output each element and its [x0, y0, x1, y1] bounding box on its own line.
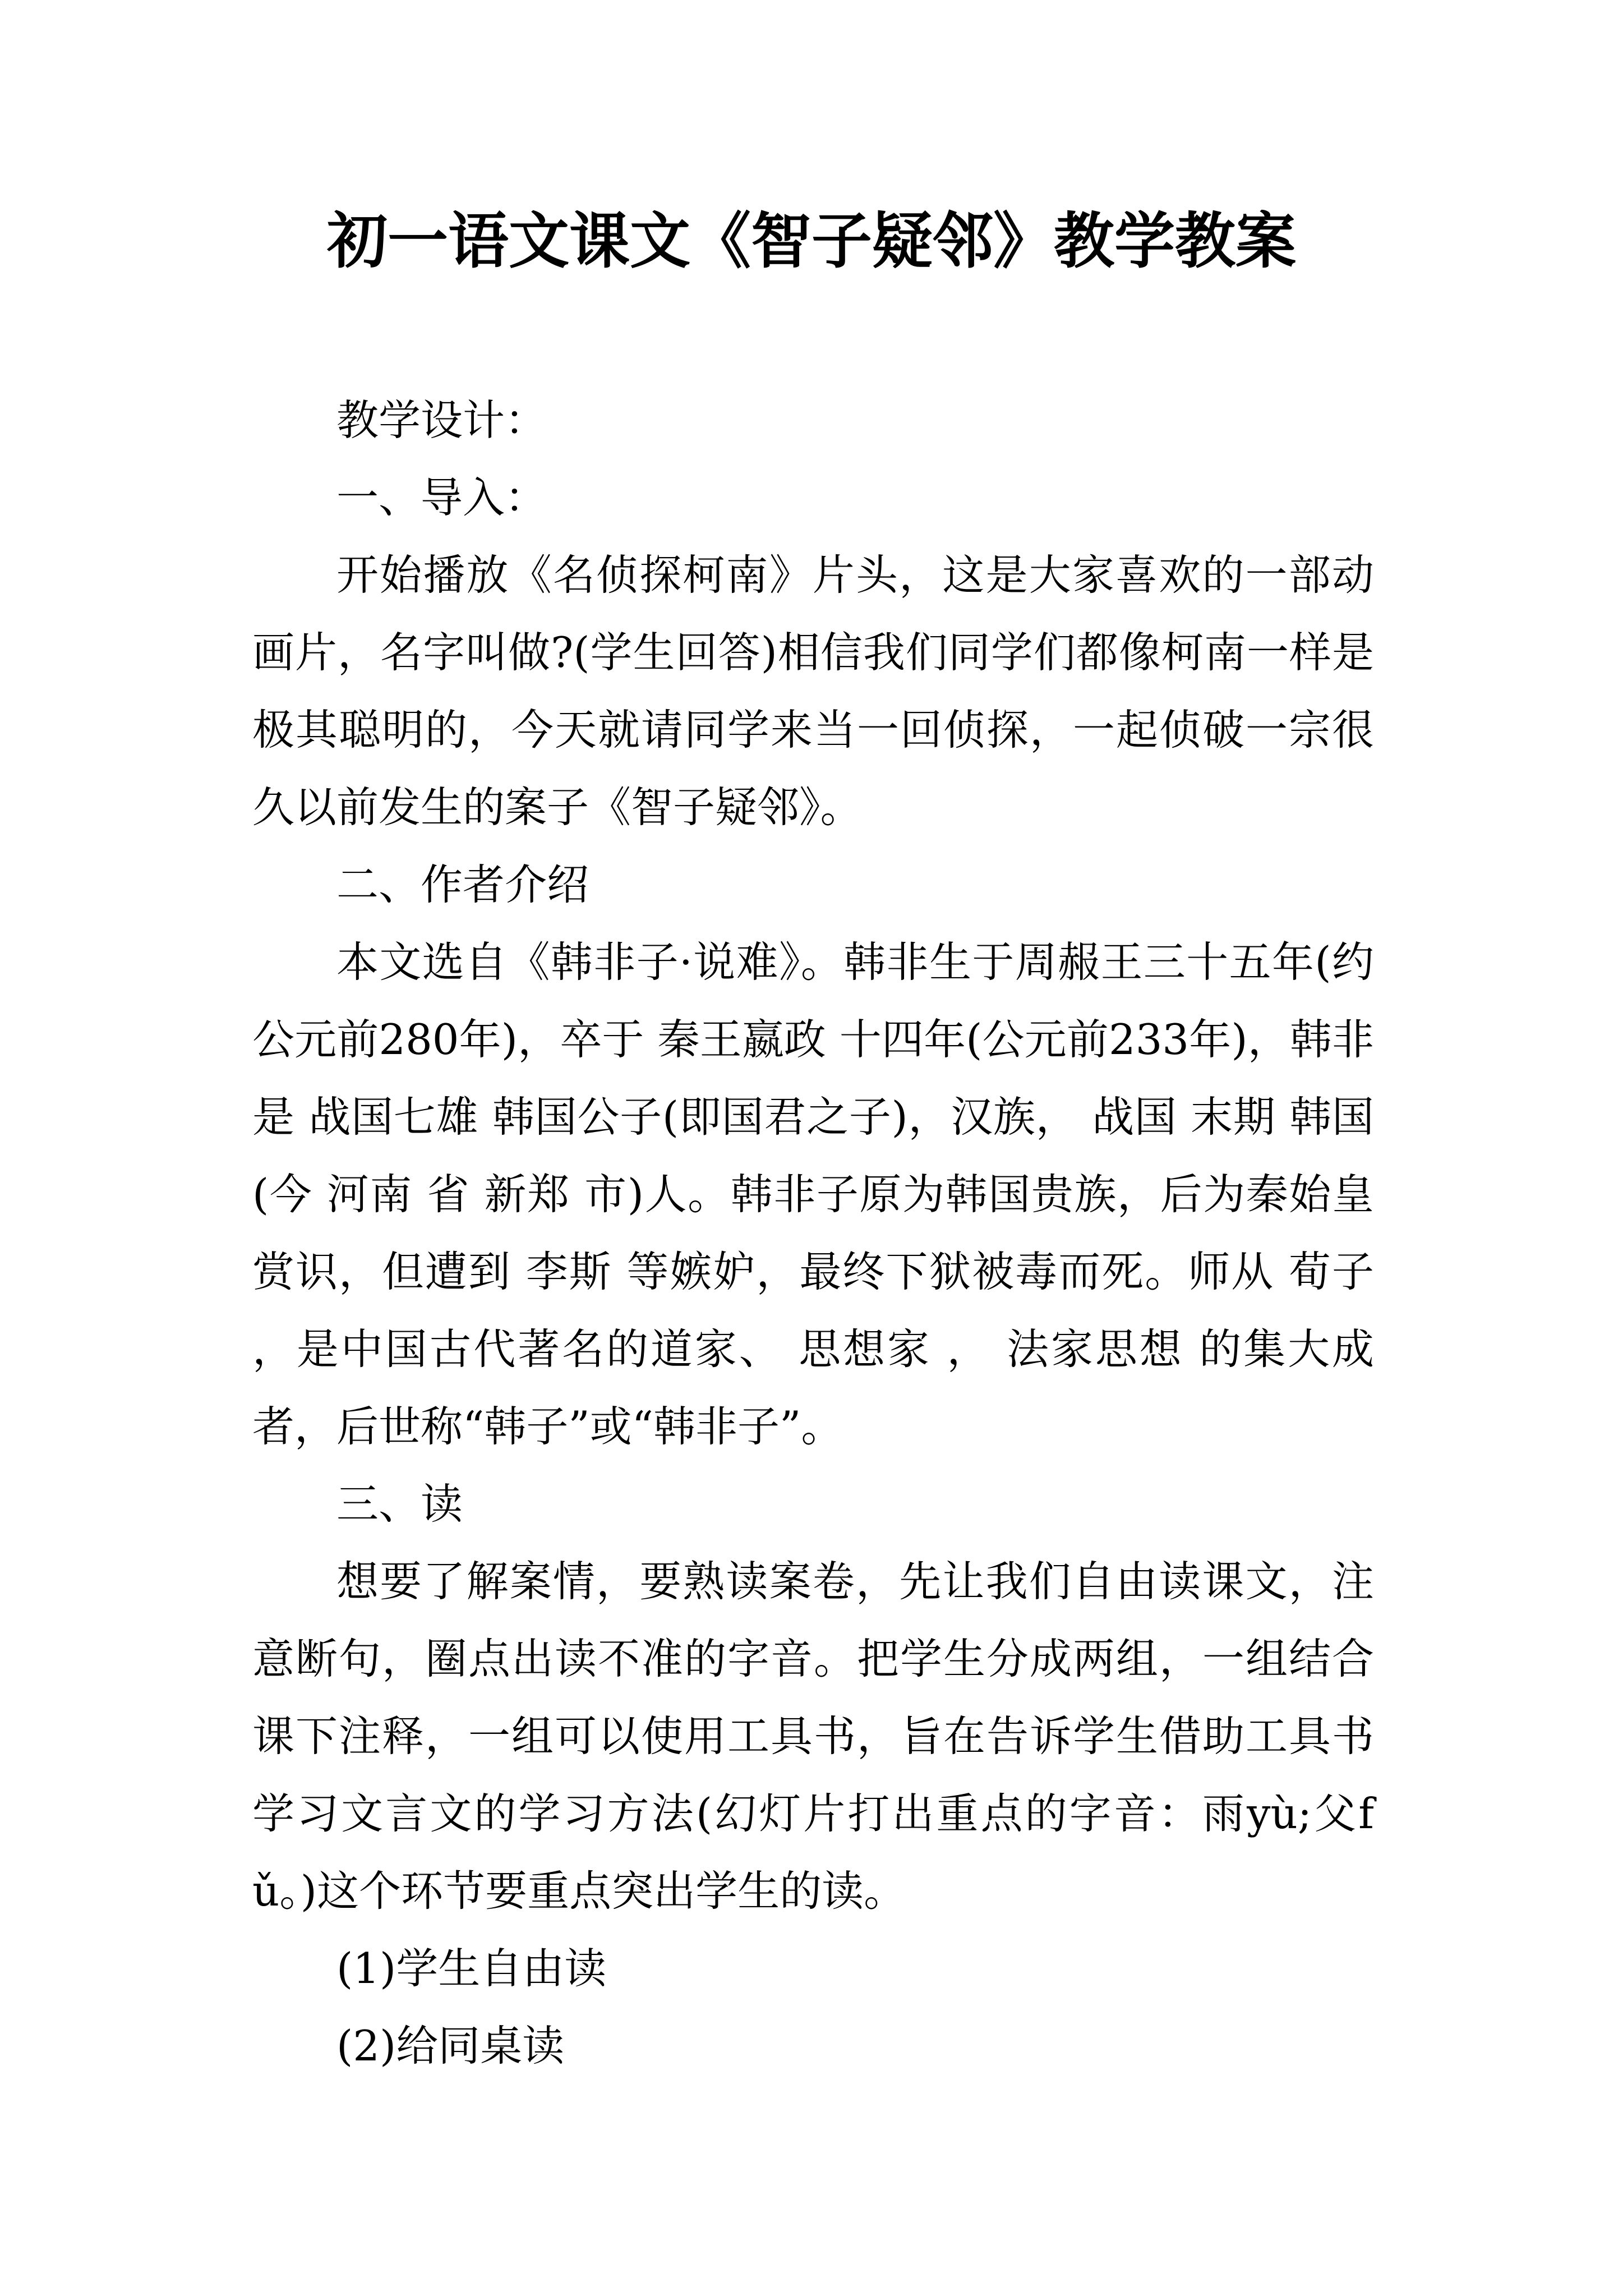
paragraph-intro: 开始播放《名侦探柯南》片头，这是大家喜欢的一部动画片，名字叫做?(学生回答)相信我们同学们都像柯南一样是极其聪明的，今天就请同学来当一回侦探，一起侦破一宗很久以前发生的案子《智子疑邻》。	[252, 550, 1374, 832]
paragraph-read: 想要了解案情，要熟读案卷，先让我们自由读课文，注意断句，圈点出读不准的字音。把学生分成两组，一组结合课下注释，一组可以使用工具书，旨在告诉学生借助工具书学习文言文的学习方法(幻灯片打出重点的字音：雨yù;父fǔ。)这个环节要重点突出学生的读。	[252, 1557, 1374, 1916]
list-item-self-read: (1)学生自由读	[336, 1944, 607, 1993]
document-title: 初一语文课文《智子疑邻》教学教案	[326, 206, 1296, 277]
section-heading-design: 教学设计：	[336, 395, 547, 445]
section-heading-author: 二、作者介绍	[336, 860, 589, 909]
list-item-partner-read: (2)给同桌读	[336, 2021, 565, 2070]
section-heading-read: 三、读	[336, 1479, 463, 1529]
paragraph-author: 本文选自《韩非子·说难》。韩非生于周赧王三十五年(约公元前280年)，卒于 秦王嬴政 十四年(公元前233年)，韩非是 战国七雄 韩国公子(即国君之子)，汉族， 战国 末期 韩国 (今 河南 省 新郑 市)人。韩非子原为韩国贵族，后为秦始皇赏识，但遭到 李斯 等嫉妒，最终下狱被毒而死。师从 荀子 ，是中国古代著名的道家、 思想家 ， 法家思想 的集大成者，后世称“韩子”或“韩非子”。	[252, 937, 1374, 1451]
document-body	[252, 381, 1374, 2085]
section-heading-intro: 一、导入：	[336, 473, 547, 522]
